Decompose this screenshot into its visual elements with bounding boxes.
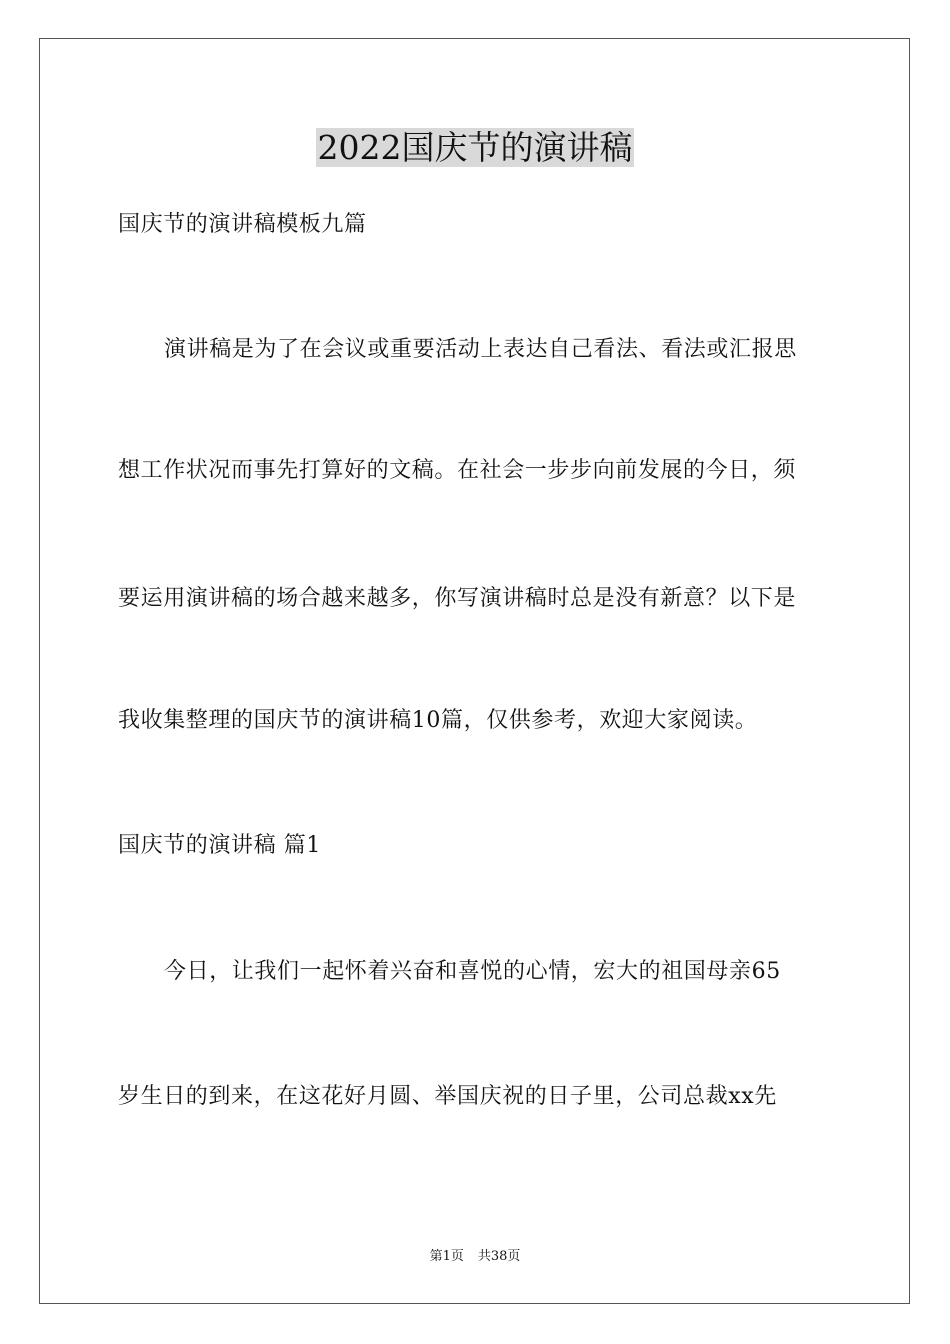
- document-subtitle: 国庆节的演讲稿模板九篇: [118, 212, 367, 237]
- paragraph-line: 岁生日的到来，在这花好月圆、举国庆祝的日子里，公司总裁xx先: [118, 1084, 777, 1109]
- section-heading: 国庆节的演讲稿 篇1: [118, 833, 321, 858]
- page-number: 第1页: [429, 1249, 464, 1264]
- paragraph-line: 今日，让我们一起怀着兴奋和喜悦的心情，宏大的祖国母亲65: [164, 959, 781, 984]
- document-title-text: 2022国庆节的演讲稿: [317, 128, 633, 167]
- paragraph-line: 要运用演讲稿的场合越来越多，你写演讲稿时总是没有新意？以下是: [118, 586, 797, 611]
- page-total: 共38页: [477, 1249, 521, 1264]
- document-title: [0, 126, 950, 170]
- paragraph-line: 演讲稿是为了在会议或重要活动上表达自己看法、看法或汇报思: [164, 337, 797, 362]
- paragraph-line: 想工作状况而事先打算好的文稿。在社会一步步向前发展的今日，须: [118, 458, 797, 483]
- paragraph-line: 我收集整理的国庆节的演讲稿10篇，仅供参考，欢迎大家阅读。: [118, 708, 758, 733]
- page-footer: [0, 1248, 950, 1266]
